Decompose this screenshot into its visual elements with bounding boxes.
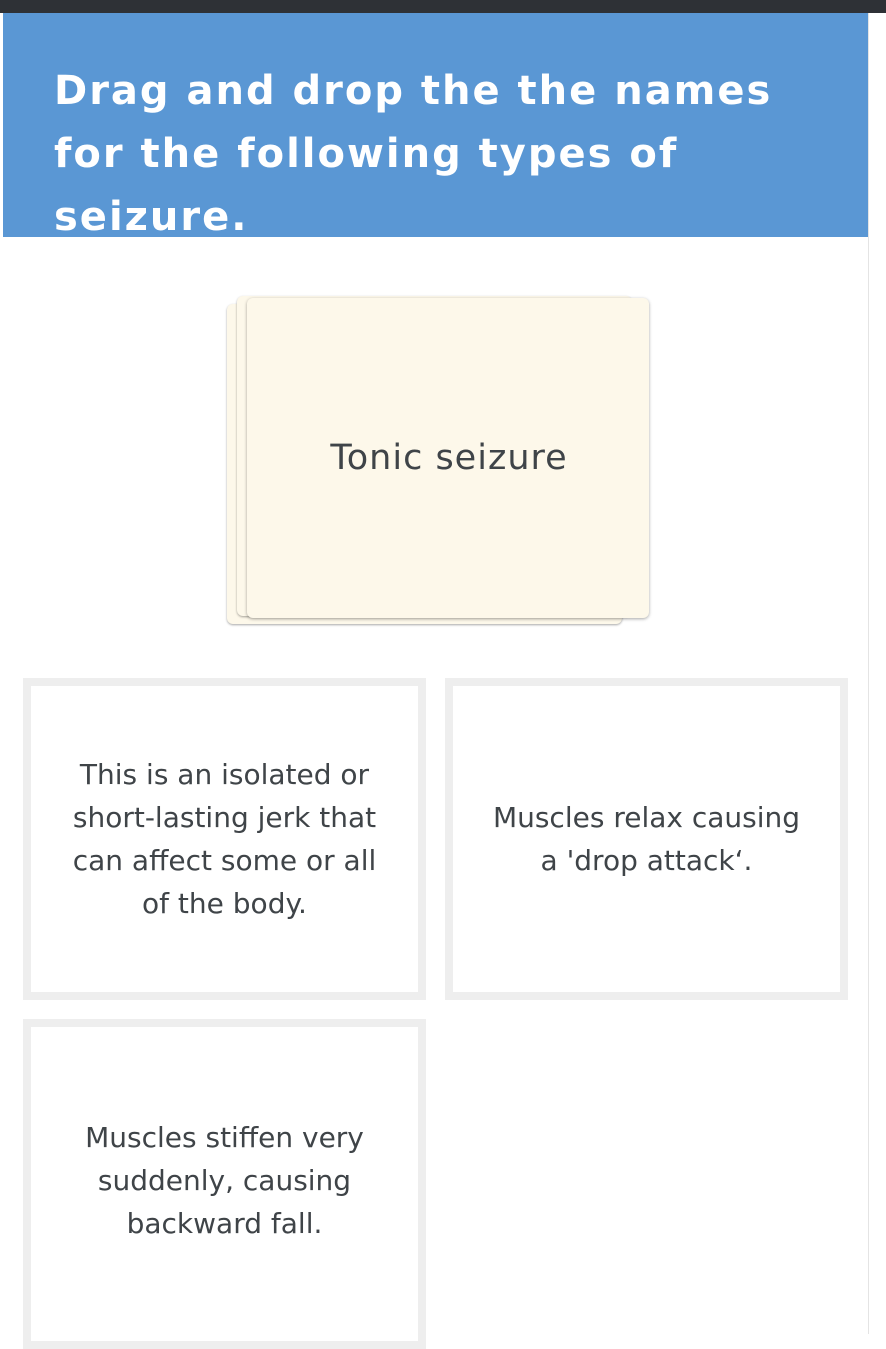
instruction-title: Drag and drop the the names for the following types of seizure. <box>54 68 773 240</box>
activity-page <box>0 13 868 1334</box>
drop-zone-description: Muscles stiffen very suddenly, causing backward fall. <box>85 1120 364 1240</box>
status-bar <box>0 0 886 13</box>
page-edge <box>868 13 886 1334</box>
drop-zone-myoclonic[interactable] <box>23 678 426 1000</box>
draggable-card[interactable] <box>247 298 649 618</box>
instruction-header <box>3 13 868 240</box>
card-label: Tonic seizure <box>330 438 568 478</box>
drop-zone-atonic[interactable] <box>445 678 848 1000</box>
drop-zone-description: Muscles relax causing a 'drop attack‘. <box>492 801 801 877</box>
drop-zone-description: This is an isolated or short-lasting jerk that can affect some or all of the body. <box>72 758 377 920</box>
drop-zone-tonic[interactable] <box>23 1019 426 1349</box>
